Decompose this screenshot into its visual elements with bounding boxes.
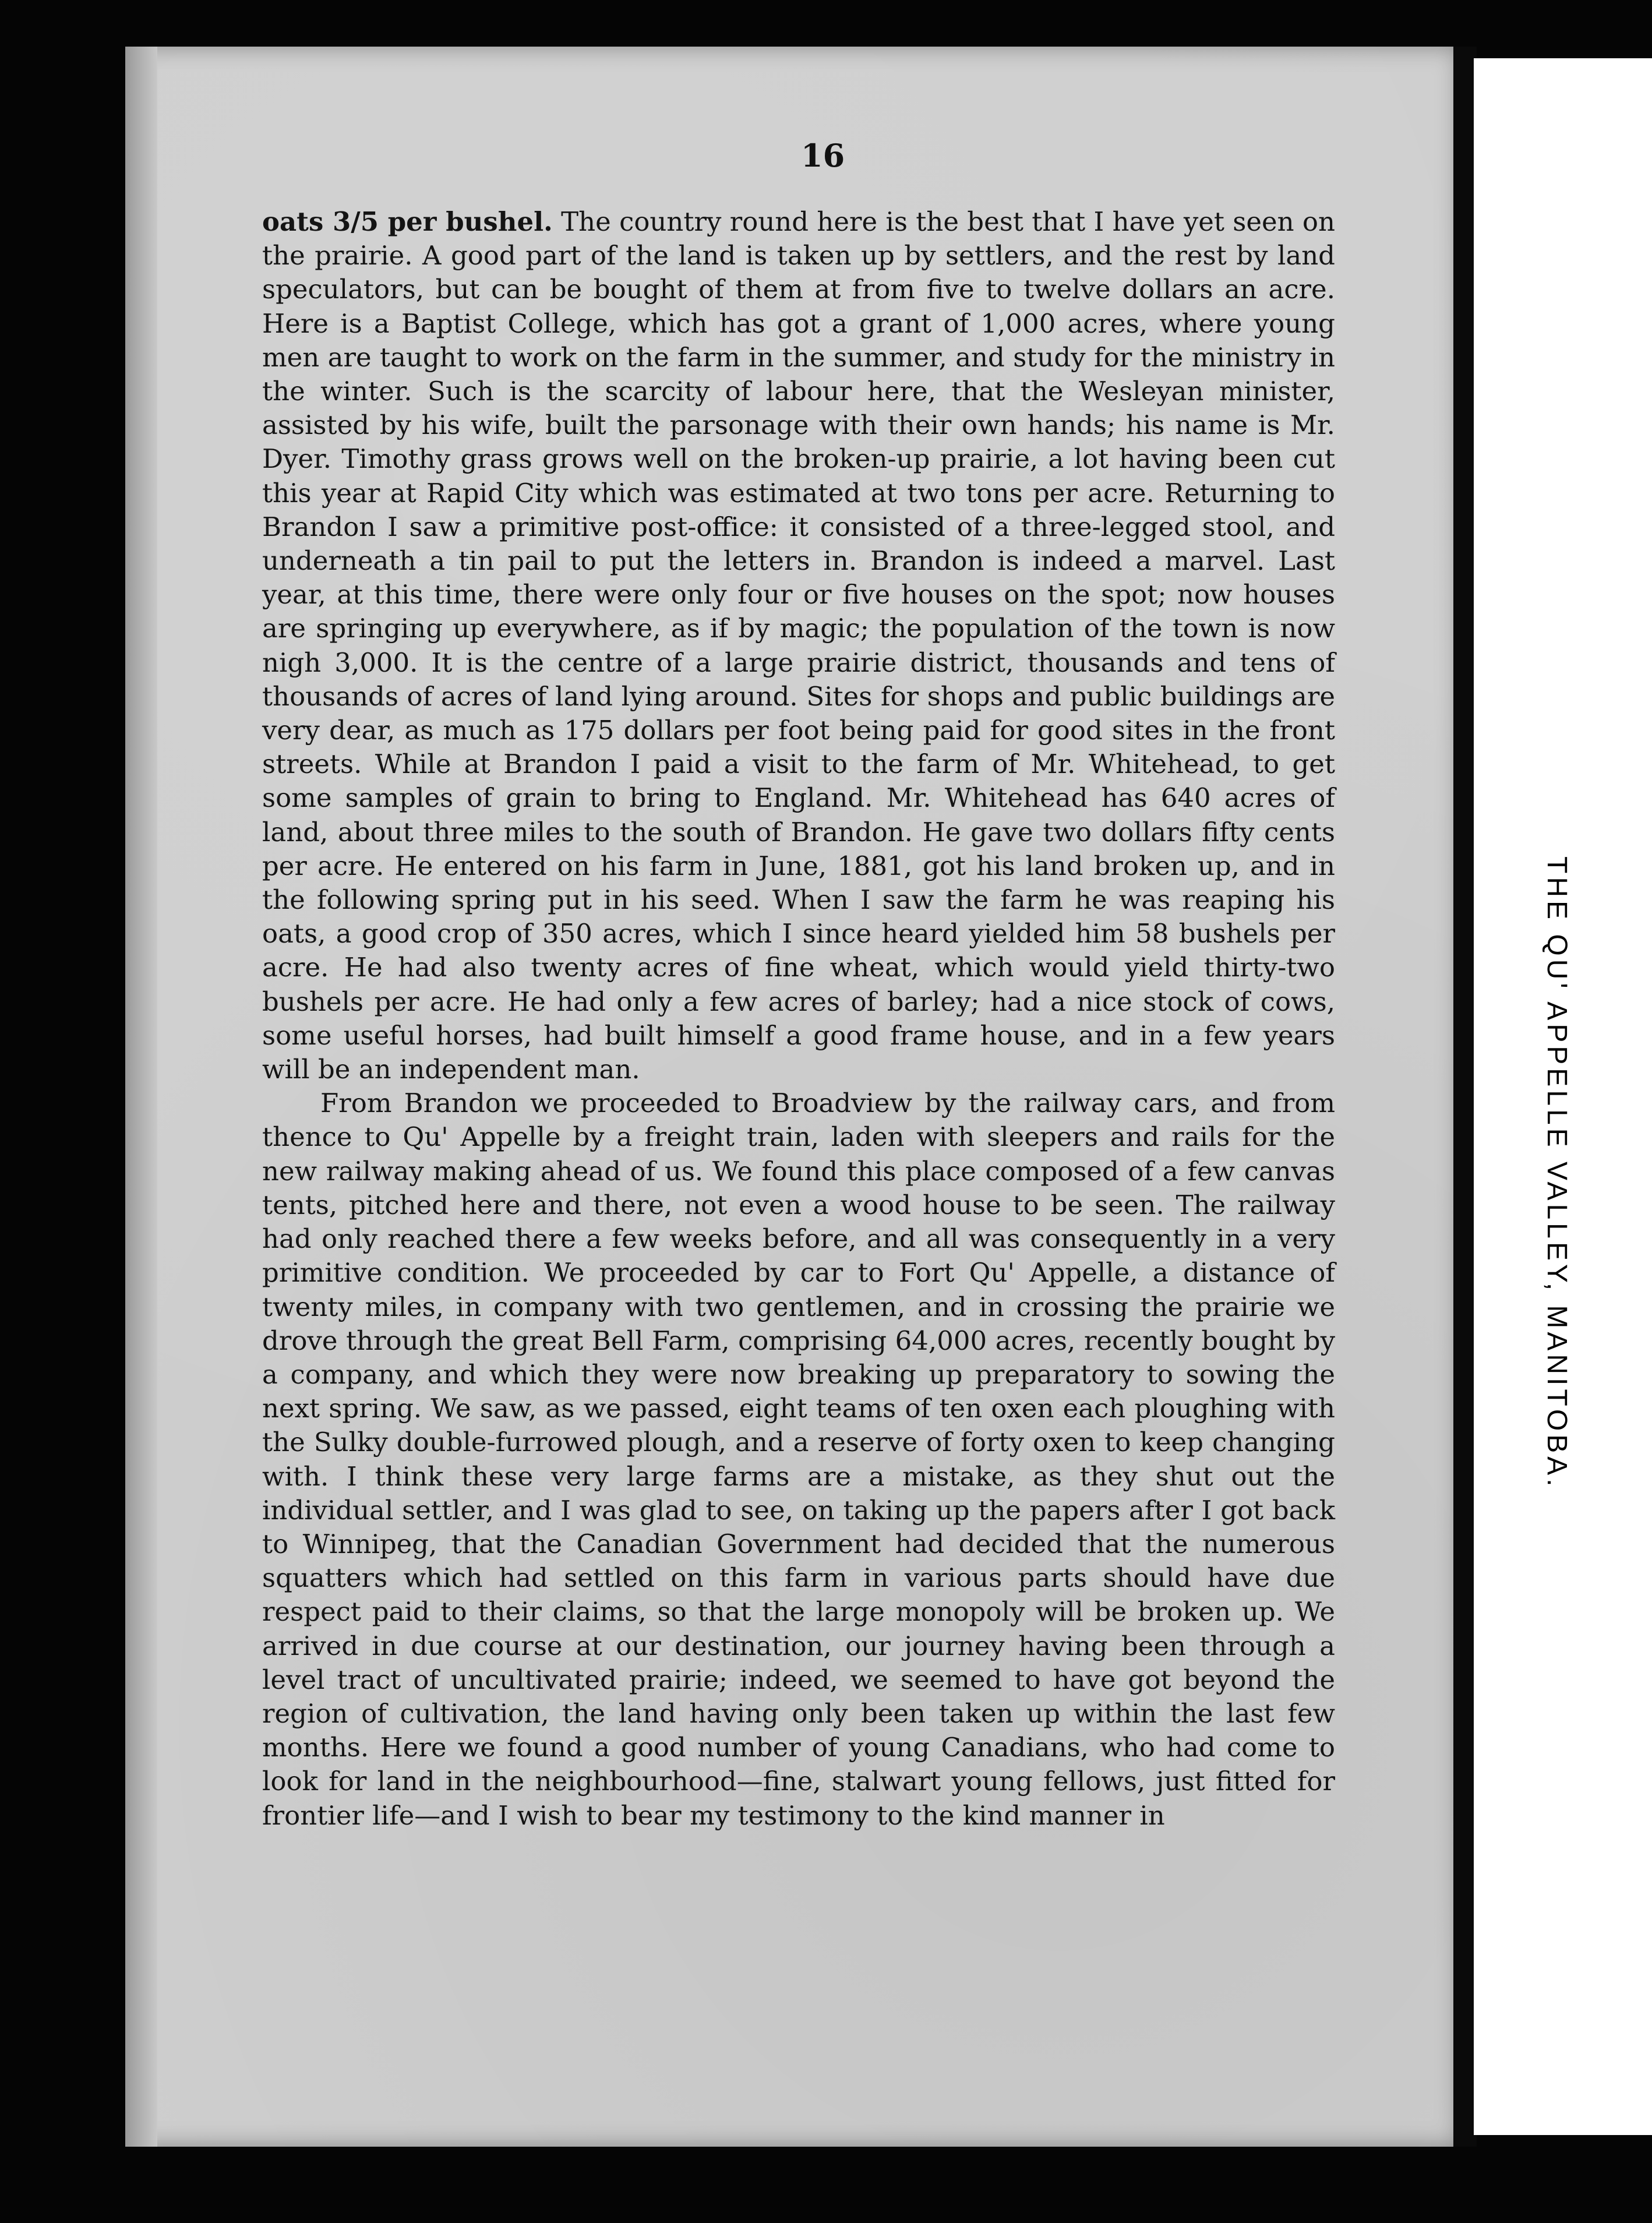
page-body (262, 205, 1335, 1833)
paragraph-text: From Brandon we proceeded to Broadview by the railway cars, and from thence to Qu' Appelle by a freight train, laden with sleepers and rails for the new railway making ahead of us. We found this place composed of a few canvas tents, pitched here and there, not even a wood house to be seen. The railway had only reached there a few weeks before, and all was consequently in a very primitive condition. We proceeded by car to Fort Qu' Appelle, a distance of twenty miles, in company with two gentlemen, and in crossing the prairie we drove through the great Bell Farm, comprising 64,000 acres, recently bought by a company, and which they were now breaking up preparatory to sowing the next spring. We saw, as we passed, eight teams of ten oxen each ploughing with the Sulky double-furrowed plough, and a reserve of forty oxen to keep changing with. I think these very large farms are a mistake, as they shut out the individual settler, and I was glad to see, on taking up the papers after I got back to Winnipeg, that the Canadian Government had decided that the numerous squatters which had settled on this farm in various parts should have due respect paid to their claims, so that the large monopoly will be broken up. We arrived in due course at our destination, our journey having been through a level tract of uncultivated prairie; indeed, we seemed to have got beyond the region of cultivation, the land having only been taken up within the last few months. Here we found a good number of young Canadians, who had come to look for land in the neighbourhood—fine, stalwart young fellows, just fitted for frontier life—and I wish to bear my testimony to the kind manner in (262, 1088, 1335, 1831)
page-gutter (1453, 47, 1477, 2147)
page-edge-shadow (125, 47, 157, 2147)
paragraph-text: The country round here is the best that I have yet seen on the prairie. A good part of the land is taken up by settlers, and the rest by land speculators, but can be bought of them at from five to twelve dollars an acre. Here is a Baptist College, which has got a grant of 1,000 acres, where young men are taught to work on the farm in the summer, and study for the ministry in the winter. Such is the scarcity of labour here, that the Wesleyan minister, assisted by his wife, built the parsonage with their own hands; his name is Mr. Dyer. Timothy grass grows well on the broken-up prairie, a lot having been cut this year at Rapid City which was estimated at two tons per acre. Returning to Brandon I saw a primitive post-office: it consisted of a three-legged stool, and underneath a tin pail to put the letters in. Brandon is indeed a marvel. Last year, at this time, there were only four or five houses on the spot; now houses are springing up everywhere, as if by magic; the population of the town is now nigh 3,000. It is the centre of a large prairie district, thousands and tens of thousands of acres of land lying around. Sites for shops and public buildings are very dear, as much as 175 dollars per foot being paid for good sites in the front streets. While at Brandon I paid a visit to the farm of Mr. Whitehead, to get some samples of grain to bring to England. Mr. Whitehead has 640 acres of land, about three miles to the south of Brandon. He gave two dollars fifty cents per acre. He entered on his farm in June, 1881, got his land broken up, and in the following spring put in his seed. When I saw the farm he was reaping his oats, a good crop of 350 acres, which I since heard yielded him 58 bushels per acre. He had also twenty acres of fine wheat, which would yield thirty-two bushels per acre. He had only a few acres of barley; had a nice stock of cows, some useful horses, had built himself a good frame house, and in a few years will be an independent man. (262, 206, 1336, 1085)
page-number: 16 (801, 137, 845, 174)
paragraph-2 (262, 1086, 1335, 1832)
paragraph-1 (262, 205, 1335, 1086)
running-side-title: THE QU' APPELLE VALLEY, MANITOBA. (1541, 856, 1572, 1490)
paragraph-lead: oats 3/5 per bushel. (262, 206, 553, 237)
